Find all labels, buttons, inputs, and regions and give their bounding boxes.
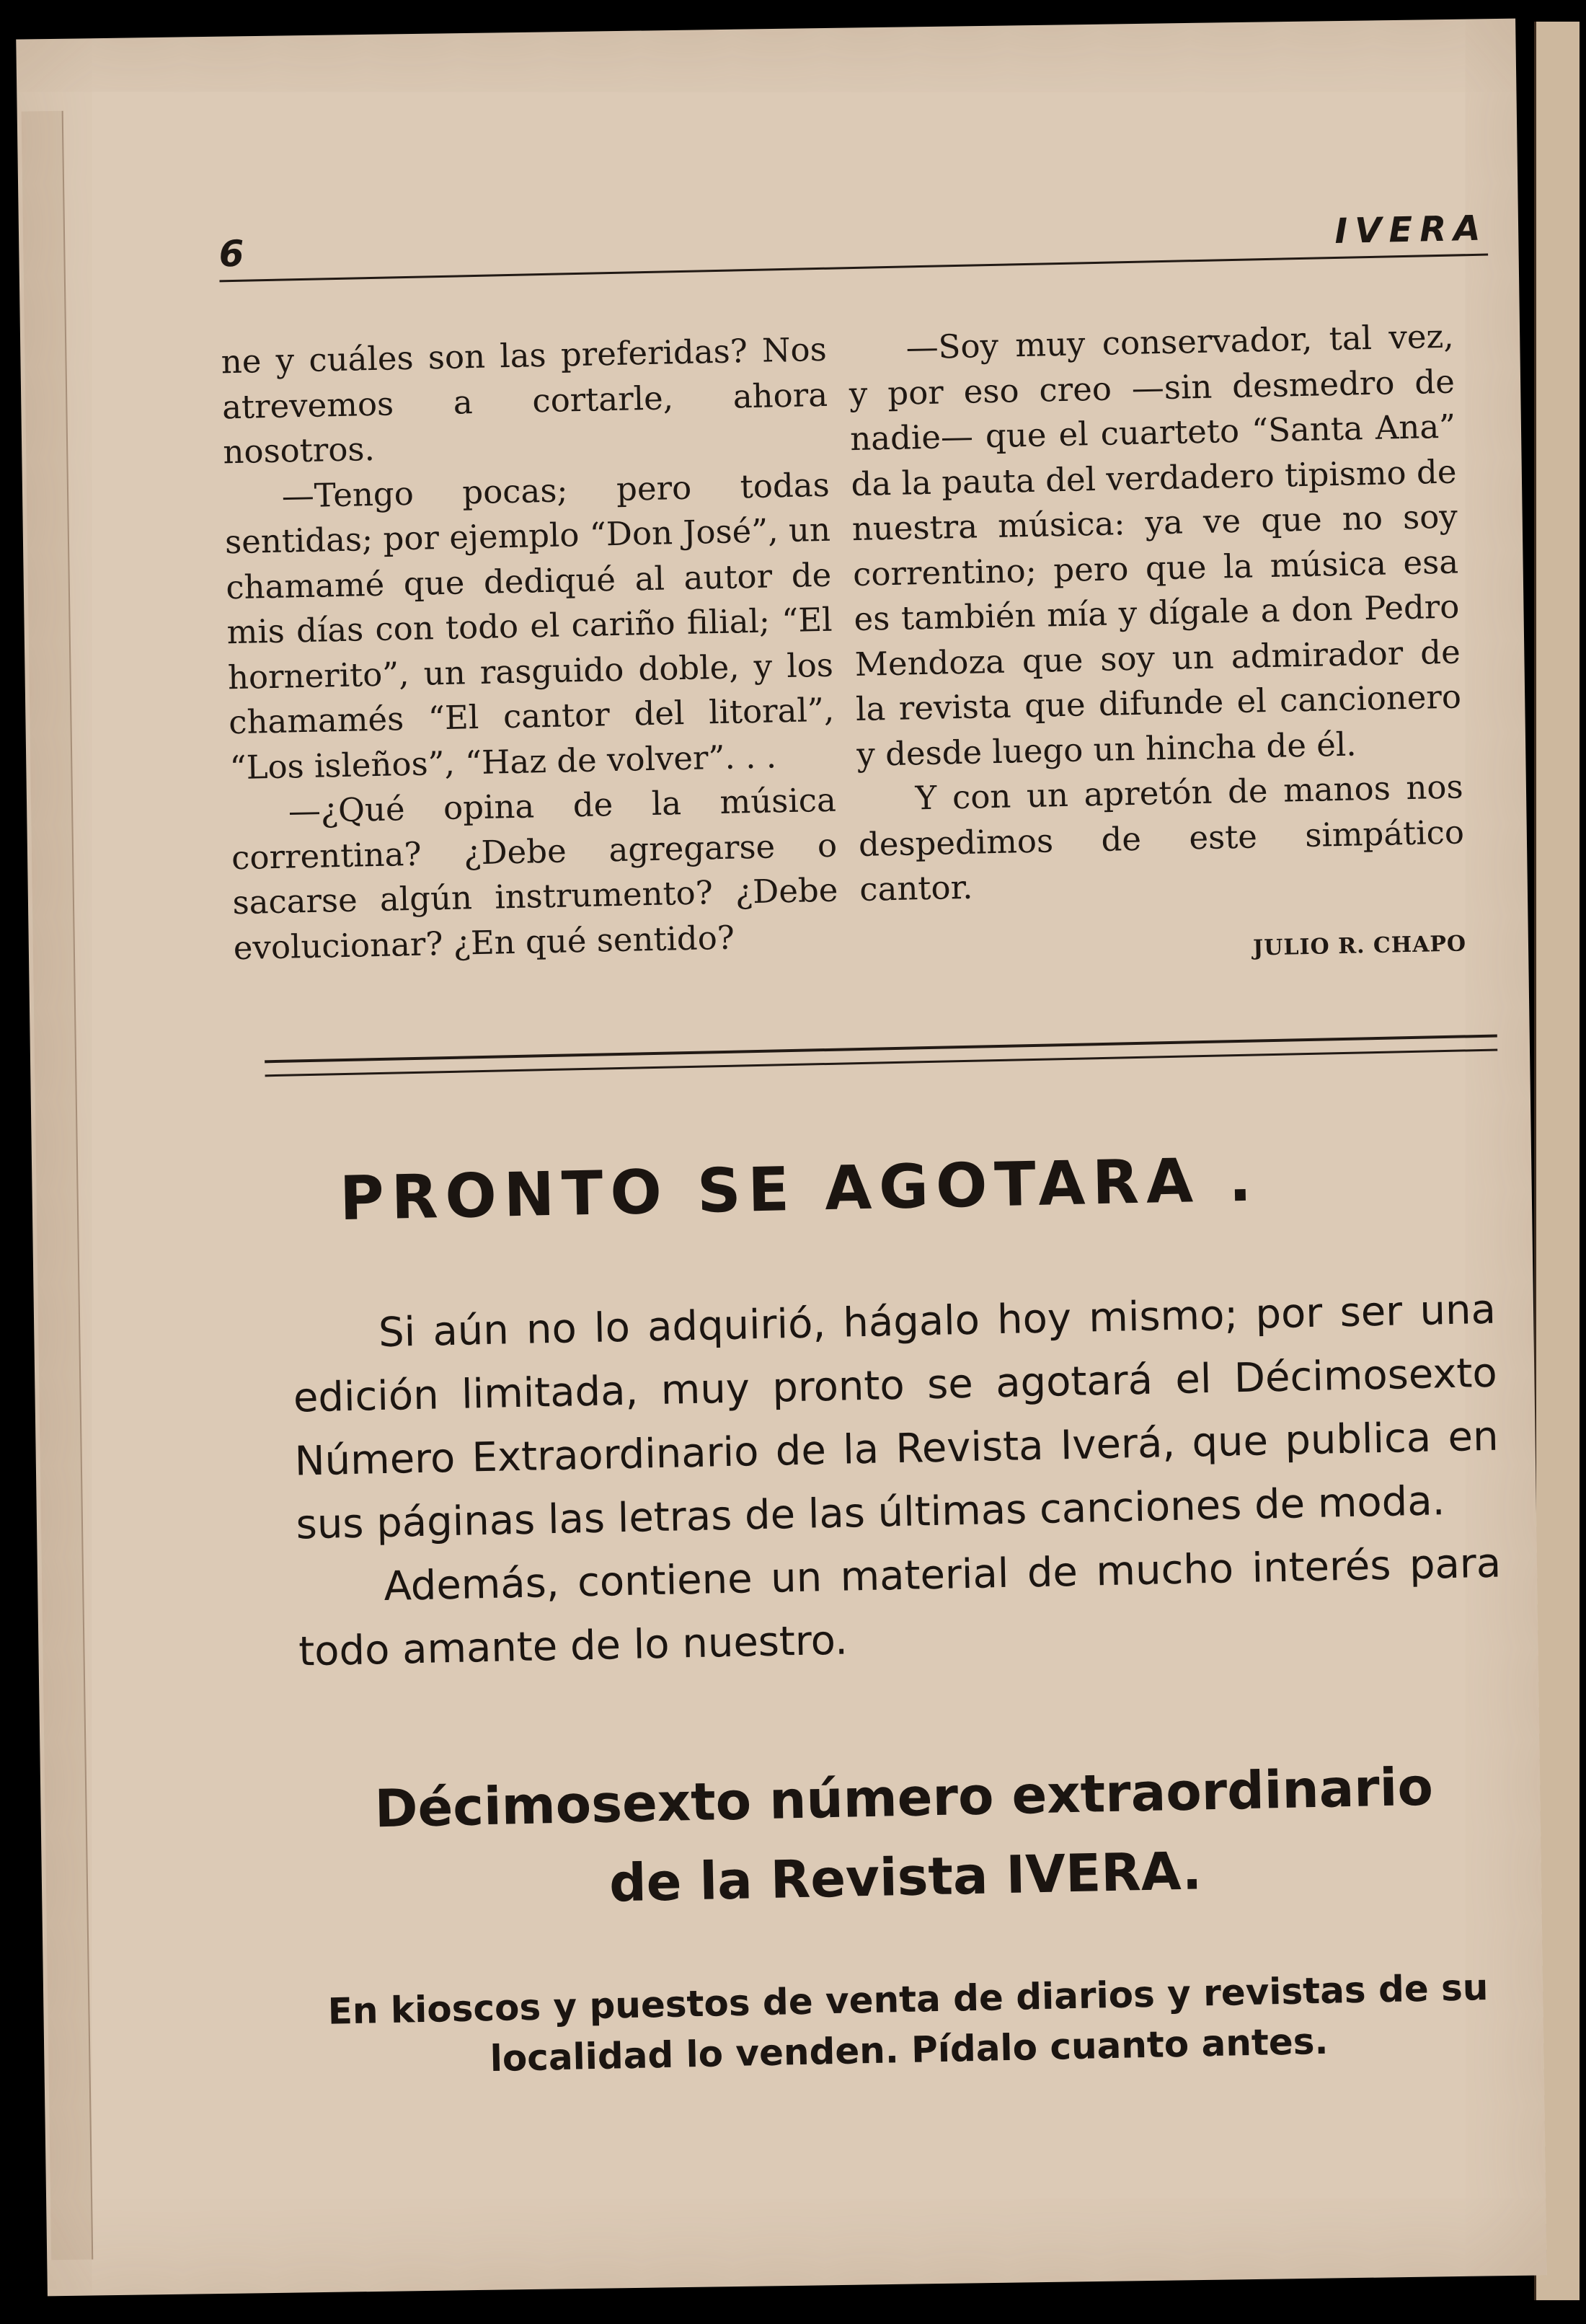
- ad-paragraph: Si aún no lo adquirió, hágalo hoy mismo; por ser una edición limitada, muy pronto se agotará el Décimosexto Número Extraordinario de la Revista Iverá, que publica en sus páginas las letras de las últimas canciones de moda.: [293, 1286, 1499, 1549]
- ad-paragraph: Además, contiene un material de mucho interés para todo amante de lo nuestro.: [298, 1539, 1502, 1676]
- article-signature: JULIO R. CHAPO: [1252, 930, 1467, 961]
- article-paragraph: Y con un apretón de manos nos despedimos de este simpático cantor.: [858, 767, 1465, 909]
- running-title: IVERA: [1334, 208, 1488, 252]
- divider-line-bottom: [265, 1049, 1498, 1077]
- article-paragraph: —Soy muy conservador, tal vez, y por eso creo —sin desmedro de nadie— que el cuarteto “Santa Ana” da la pauta del verdadero tipismo de nuestra música: ya ve que no soy correntino; pero que la música esa es también mía y dígale a don Pedro Mendoza que soy un admirador de la revista que difunde el cancionero y desde luego un hincha de él.: [849, 317, 1462, 774]
- ad-heading-line: Décimosexto número extraordinario: [373, 1756, 1434, 1839]
- ad-footer: [306, 1961, 1512, 2087]
- ad-heading: [301, 1746, 1508, 1930]
- article-right-column: [848, 314, 1467, 979]
- advertisement: [288, 1139, 1511, 2088]
- article-left-column: [221, 327, 839, 971]
- header-rule: [219, 254, 1488, 283]
- ad-heading-line: de la Revista IVERA.: [608, 1840, 1202, 1914]
- page-header: [218, 198, 1488, 283]
- ad-footer-line: localidad lo venden. Pídalo cuanto antes.: [489, 2020, 1329, 2080]
- section-divider: [265, 1035, 1497, 1077]
- page-number: 6: [218, 232, 245, 275]
- ad-title: PRONTO SE AGOTARA .: [339, 1144, 1259, 1234]
- article-paragraph: ne y cuáles son las preferidas? Nos atrevemos a cortarle, ahora nosotros.: [221, 330, 828, 472]
- article-paragraph: —¿Qué opina de la música correntina? ¿Debe agregarse o sacarse algún instrumento? ¿Debe evolucionar? ¿En qué sentido?: [231, 780, 838, 967]
- article-paragraph: —Tengo pocas; pero todas sentidas; por ejemplo “Don José”, un chamamé que dediqué al autor de mis días con todo el cariño filial; “El hornerito”, un rasguido doble, y los chamamés “El cantor del litoral”, “Los isleños”, “Haz de volver”. . .: [224, 465, 835, 787]
- divider-line-top: [265, 1035, 1497, 1064]
- ad-footer-line: En kioscos y puestos de venta de diarios y revistas de su: [327, 1966, 1489, 2033]
